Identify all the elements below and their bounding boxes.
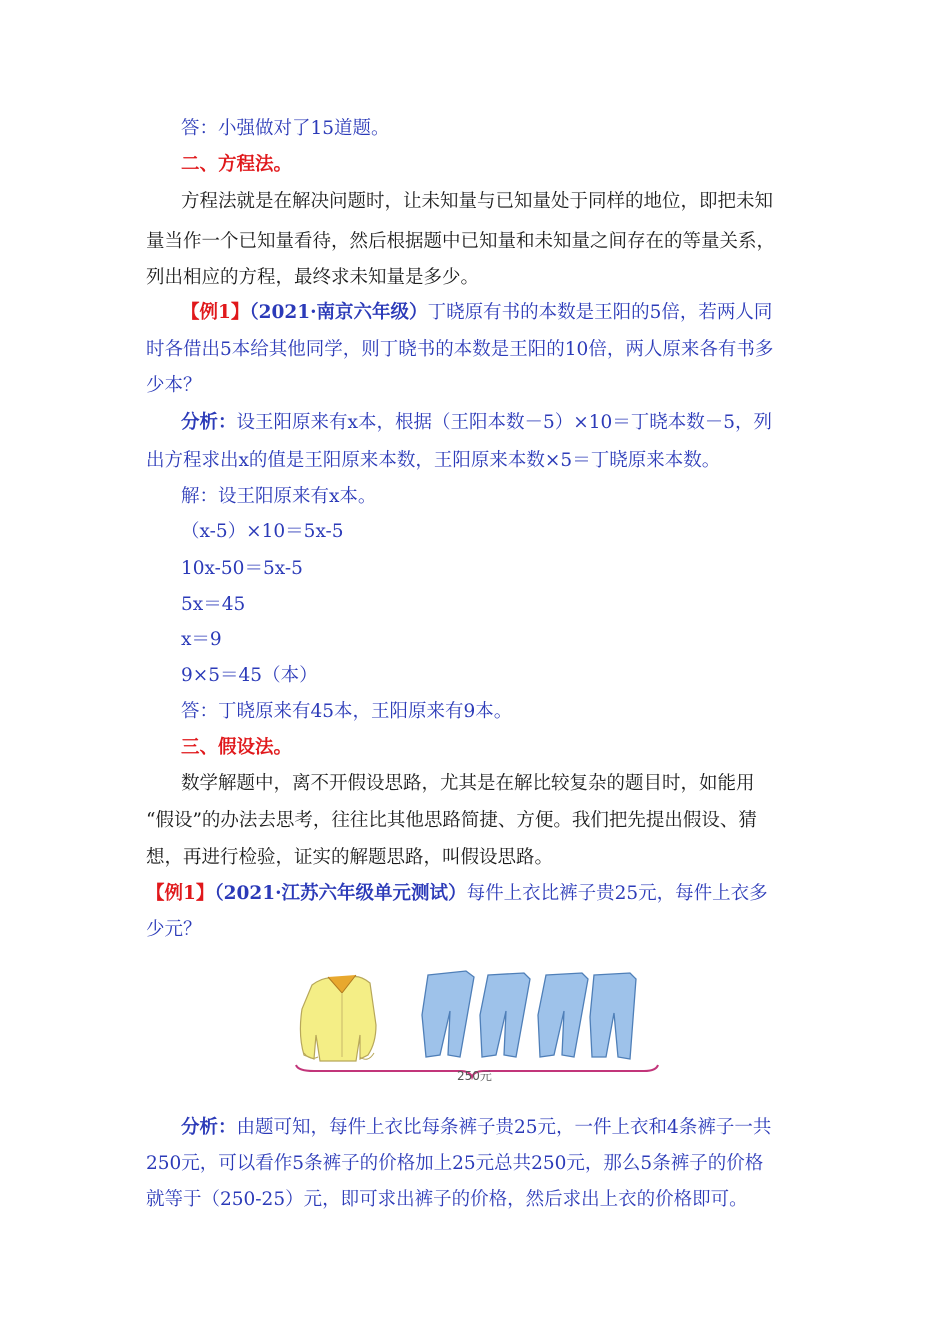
example-text: 每件上衣比裤子贵25元，每件上衣多: [466, 883, 768, 904]
analysis-line: [181, 410, 772, 436]
solution-line: 10x-50＝5x-5: [181, 558, 303, 579]
answer-line: 答：小强做对了15道题。: [181, 118, 390, 139]
analysis-text: 由题可知，每件上衣比每条裤子贵25元，一件上衣和4条裤子一共: [236, 1117, 772, 1138]
analysis-label: 分析：: [181, 1117, 237, 1138]
jacket-image: [300, 975, 376, 1061]
example-tag: 【例1】: [146, 883, 215, 904]
example-line: 少元？: [146, 919, 202, 940]
solution-line: x＝9: [181, 629, 222, 650]
paragraph-line: “假设”的办法去思考，往往比其他思路简捷、方便。我们把先提出假设、猜: [146, 810, 757, 831]
solution-answer-line: 答：丁晓原来有45本，王阳原来有9本。: [181, 701, 513, 722]
solution-line: 5x＝45: [181, 594, 246, 615]
solution-line: 9×5＝45（本）: [181, 665, 318, 686]
analysis-line: 250元，可以看作5条裤子的价格加上25元总共250元，那么5条裤子的价格: [146, 1153, 764, 1174]
analysis-line: [181, 1115, 771, 1141]
analysis-line: 出方程求出x的值是王阳原来本数，王阳原来本数×5＝丁晓原来本数。: [146, 450, 721, 471]
example-source: （2021·南京六年级）: [249, 302, 428, 323]
example-line: [181, 300, 772, 326]
figure-total-label: 250元: [457, 1069, 492, 1083]
example-line: 时各借出5本给其他同学，则丁晓书的本数是王阳的10倍，两人原来各有书多: [146, 339, 774, 360]
example-tag: 【例1】: [181, 302, 250, 323]
clothes-figure: [290, 965, 665, 1093]
example-line: 少本？: [146, 375, 202, 396]
paragraph-line: 量当作一个已知量看待，然后根据题中已知量和未知量之间存在的等量关系，: [146, 231, 776, 252]
solution-line: （x-5）×10＝5x-5: [181, 521, 344, 542]
example-line: [146, 881, 768, 907]
analysis-line: 就等于（250-25）元，即可求出裤子的价格，然后求出上衣的价格即可。: [146, 1189, 748, 1210]
pants-image: [422, 971, 636, 1059]
section-heading-assumption: 三、假设法。: [181, 737, 293, 758]
paragraph-line: 数学解题中，离不开假设思路，尤其是在解比较复杂的题目时，如能用: [181, 773, 755, 794]
analysis-label: 分析：: [181, 412, 237, 433]
paragraph-line: 想，再进行检验，证实的解题思路，叫假设思路。: [146, 847, 554, 868]
example-text: 丁晓原有书的本数是王阳的5倍，若两人同: [427, 302, 773, 323]
section-heading-equation: 二、方程法。: [181, 154, 293, 175]
solution-line: 解：设王阳原来有x本。: [181, 486, 377, 507]
example-source: （2021·江苏六年级单元测试）: [214, 883, 467, 904]
paragraph-line: 列出相应的方程，最终求未知量是多少。: [146, 267, 480, 288]
paragraph-line: 方程法就是在解决问题时，让未知量与已知量处于同样的地位，即把未知: [181, 191, 774, 212]
analysis-text: 设王阳原来有x本，根据（王阳本数－5）×10＝丁晓本数－5，列: [236, 412, 773, 433]
